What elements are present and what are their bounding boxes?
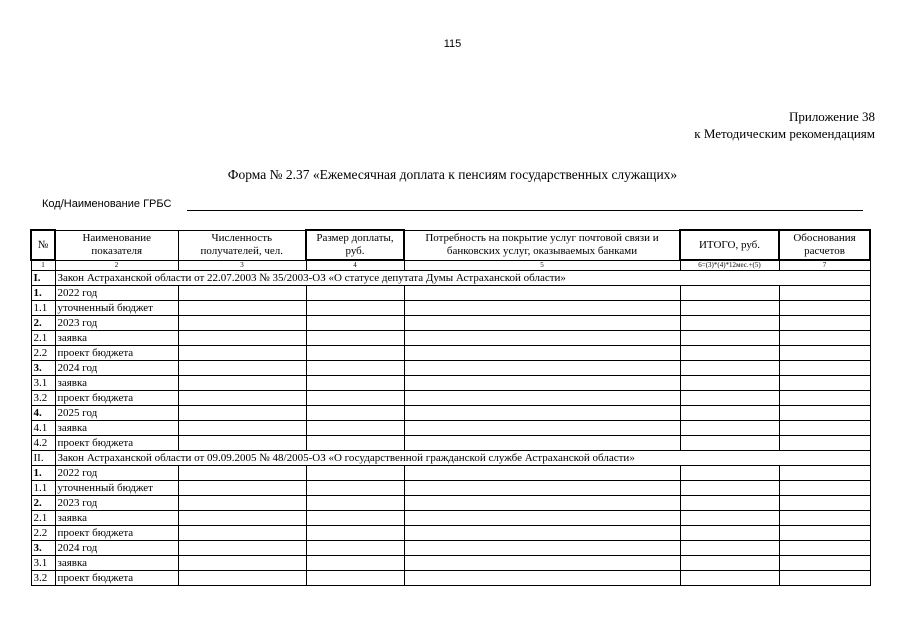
input-cell[interactable] [680, 571, 779, 586]
input-cell[interactable] [306, 316, 404, 331]
input-cell[interactable] [404, 526, 680, 541]
input-cell[interactable] [779, 556, 870, 571]
row-number: 2.1 [31, 331, 55, 346]
header-total: ИТОГО, руб. [680, 230, 779, 260]
table-row [31, 451, 870, 466]
input-cell[interactable] [779, 541, 870, 556]
input-cell[interactable] [404, 361, 680, 376]
header-num: № [31, 230, 55, 260]
input-cell[interactable] [306, 286, 404, 301]
row-label: проект бюджета [55, 346, 178, 361]
input-cell[interactable] [779, 331, 870, 346]
input-cell[interactable] [404, 331, 680, 346]
row-number: 3.1 [31, 556, 55, 571]
input-cell[interactable] [779, 466, 870, 481]
input-cell[interactable] [680, 301, 779, 316]
header-services: Потребность на покрытие услуг почтовой связи и банковских услуг, оказываемых банками [404, 230, 680, 260]
row-number: 3.1 [31, 376, 55, 391]
input-cell[interactable] [404, 376, 680, 391]
input-cell[interactable] [680, 436, 779, 451]
input-cell[interactable] [306, 406, 404, 421]
input-cell[interactable] [404, 436, 680, 451]
row-number: 1.1 [31, 481, 55, 496]
input-cell[interactable] [178, 511, 306, 526]
appendix-line-2: к Методическим рекомендациям [694, 126, 875, 141]
col-number: 2 [55, 260, 178, 271]
row-number: 4. [31, 406, 55, 421]
row-number: 2.2 [31, 346, 55, 361]
row-label: проект бюджета [55, 571, 178, 586]
input-cell[interactable] [178, 391, 306, 406]
header-recipients: Численность получателей, чел. [178, 230, 306, 260]
input-cell[interactable] [404, 541, 680, 556]
input-cell[interactable] [404, 466, 680, 481]
table-row [31, 271, 870, 286]
input-cell[interactable] [779, 286, 870, 301]
col-number: 7 [779, 260, 870, 271]
input-cell[interactable] [178, 481, 306, 496]
input-cell[interactable] [306, 361, 404, 376]
input-cell[interactable] [306, 346, 404, 361]
input-cell[interactable] [178, 466, 306, 481]
row-label: уточненный бюджет [55, 481, 178, 496]
input-cell[interactable] [306, 301, 404, 316]
table-row [31, 376, 870, 391]
input-cell[interactable] [306, 556, 404, 571]
table-row [31, 466, 870, 481]
row-number: 2. [31, 316, 55, 331]
input-cell[interactable] [178, 421, 306, 436]
input-cell[interactable] [306, 391, 404, 406]
input-cell[interactable] [178, 376, 306, 391]
row-label: 2023 год [55, 316, 178, 331]
input-cell[interactable] [779, 496, 870, 511]
input-cell[interactable] [306, 331, 404, 346]
input-cell[interactable] [680, 526, 779, 541]
input-cell[interactable] [178, 406, 306, 421]
input-cell[interactable] [306, 541, 404, 556]
input-cell[interactable] [178, 526, 306, 541]
input-cell[interactable] [178, 316, 306, 331]
input-cell[interactable] [178, 571, 306, 586]
row-label: 2023 год [55, 496, 178, 511]
table-row [31, 526, 870, 541]
table-row [31, 556, 870, 571]
input-cell[interactable] [404, 556, 680, 571]
col-number: 3 [178, 260, 306, 271]
row-label: проект бюджета [55, 436, 178, 451]
input-cell[interactable] [404, 571, 680, 586]
table-row [31, 541, 870, 556]
input-cell[interactable] [404, 481, 680, 496]
appendix-note [694, 108, 875, 142]
input-cell[interactable] [306, 376, 404, 391]
row-number: 3.2 [31, 391, 55, 406]
table-row [31, 316, 870, 331]
row-label: проект бюджета [55, 391, 178, 406]
input-cell[interactable] [178, 346, 306, 361]
input-cell[interactable] [404, 301, 680, 316]
input-cell[interactable] [680, 466, 779, 481]
input-cell[interactable] [404, 286, 680, 301]
input-cell[interactable] [178, 436, 306, 451]
input-cell[interactable] [404, 421, 680, 436]
input-cell[interactable] [779, 481, 870, 496]
input-cell[interactable] [779, 436, 870, 451]
form-table [30, 229, 871, 586]
table-row [31, 436, 870, 451]
input-cell[interactable] [680, 511, 779, 526]
input-cell[interactable] [680, 286, 779, 301]
input-cell[interactable] [779, 421, 870, 436]
input-cell[interactable] [779, 376, 870, 391]
input-cell[interactable] [779, 316, 870, 331]
input-cell[interactable] [306, 496, 404, 511]
table-row [31, 331, 870, 346]
col-number: 1 [31, 260, 55, 271]
input-cell[interactable] [680, 556, 779, 571]
row-number: 3. [31, 541, 55, 556]
row-number: I. [31, 271, 55, 286]
input-cell[interactable] [779, 526, 870, 541]
input-cell[interactable] [178, 541, 306, 556]
input-cell[interactable] [680, 421, 779, 436]
row-label: заявка [55, 331, 178, 346]
col-number: 6=(3)*(4)*12мес.+(5) [680, 260, 779, 271]
row-number: 2.2 [31, 526, 55, 541]
row-number: 1. [31, 286, 55, 301]
table-row [31, 391, 870, 406]
row-number: 1.1 [31, 301, 55, 316]
row-label: 2024 год [55, 541, 178, 556]
table-row [31, 481, 870, 496]
input-cell[interactable] [779, 406, 870, 421]
row-number: 2. [31, 496, 55, 511]
grbs-input-line[interactable] [187, 210, 863, 211]
row-number: 3.2 [31, 571, 55, 586]
header-amount: Размер доплаты, руб. [306, 230, 404, 260]
input-cell[interactable] [779, 391, 870, 406]
input-cell[interactable] [306, 511, 404, 526]
input-cell[interactable] [680, 361, 779, 376]
form-title: Форма № 2.37 «Ежемесячная доплата к пенсиям государственных служащих» [227, 167, 678, 182]
row-label: 2025 год [55, 406, 178, 421]
input-cell[interactable] [680, 331, 779, 346]
header-indicator: Наименование показателя [55, 230, 178, 260]
input-cell[interactable] [404, 346, 680, 361]
header-justification: Обоснования расчетов [779, 230, 870, 260]
input-cell[interactable] [404, 511, 680, 526]
col-number: 4 [306, 260, 404, 271]
input-cell[interactable] [680, 496, 779, 511]
input-cell[interactable] [779, 511, 870, 526]
table-row [31, 406, 870, 421]
input-cell[interactable] [779, 571, 870, 586]
row-number: 1. [31, 466, 55, 481]
row-label: 2024 год [55, 361, 178, 376]
row-label: заявка [55, 556, 178, 571]
input-cell[interactable] [404, 316, 680, 331]
input-cell[interactable] [178, 361, 306, 376]
input-cell[interactable] [680, 376, 779, 391]
section-title: Закон Астраханской области от 09.09.2005 № 48/2005-ОЗ «О государственной гражданской службе Астраханской области» [55, 451, 870, 466]
table-row [31, 286, 870, 301]
input-cell[interactable] [680, 541, 779, 556]
input-cell[interactable] [680, 406, 779, 421]
input-cell[interactable] [680, 481, 779, 496]
input-cell[interactable] [178, 496, 306, 511]
table-body [31, 271, 870, 586]
table-row [31, 496, 870, 511]
input-cell[interactable] [779, 361, 870, 376]
input-cell[interactable] [178, 331, 306, 346]
page-number: 115 [443, 38, 462, 50]
input-cell[interactable] [306, 526, 404, 541]
input-cell[interactable] [306, 571, 404, 586]
table-row [31, 511, 870, 526]
appendix-line-1: Приложение 38 [788, 109, 875, 124]
grbs-label: Код/Наименование ГРБС [42, 198, 172, 210]
input-cell[interactable] [680, 316, 779, 331]
input-cell[interactable] [680, 391, 779, 406]
row-number: 3. [31, 361, 55, 376]
table-row [31, 301, 870, 316]
row-number: 2.1 [31, 511, 55, 526]
row-label: 2022 год [55, 286, 178, 301]
table-row [31, 421, 870, 436]
row-label: заявка [55, 376, 178, 391]
input-cell[interactable] [178, 286, 306, 301]
table-row [31, 361, 870, 376]
row-number: II. [31, 451, 55, 466]
section-title: Закон Астраханской области от 22.07.2003 № 35/2003-ОЗ «О статусе депутата Думы Астраханской области» [55, 271, 870, 286]
input-cell[interactable] [306, 436, 404, 451]
input-cell[interactable] [779, 301, 870, 316]
input-cell[interactable] [404, 406, 680, 421]
row-label: 2022 год [55, 466, 178, 481]
input-cell[interactable] [680, 346, 779, 361]
column-number-row [31, 260, 870, 271]
row-label: уточненный бюджет [55, 301, 178, 316]
table-row [31, 346, 870, 361]
row-label: проект бюджета [55, 526, 178, 541]
input-cell[interactable] [404, 391, 680, 406]
row-label: заявка [55, 421, 178, 436]
input-cell[interactable] [178, 556, 306, 571]
input-cell[interactable] [178, 301, 306, 316]
input-cell[interactable] [404, 496, 680, 511]
input-cell[interactable] [306, 481, 404, 496]
header-row [31, 230, 870, 260]
table-row [31, 571, 870, 586]
input-cell[interactable] [779, 346, 870, 361]
row-number: 4.1 [31, 421, 55, 436]
row-label: заявка [55, 511, 178, 526]
input-cell[interactable] [306, 466, 404, 481]
input-cell[interactable] [306, 421, 404, 436]
col-number: 5 [404, 260, 680, 271]
row-number: 4.2 [31, 436, 55, 451]
